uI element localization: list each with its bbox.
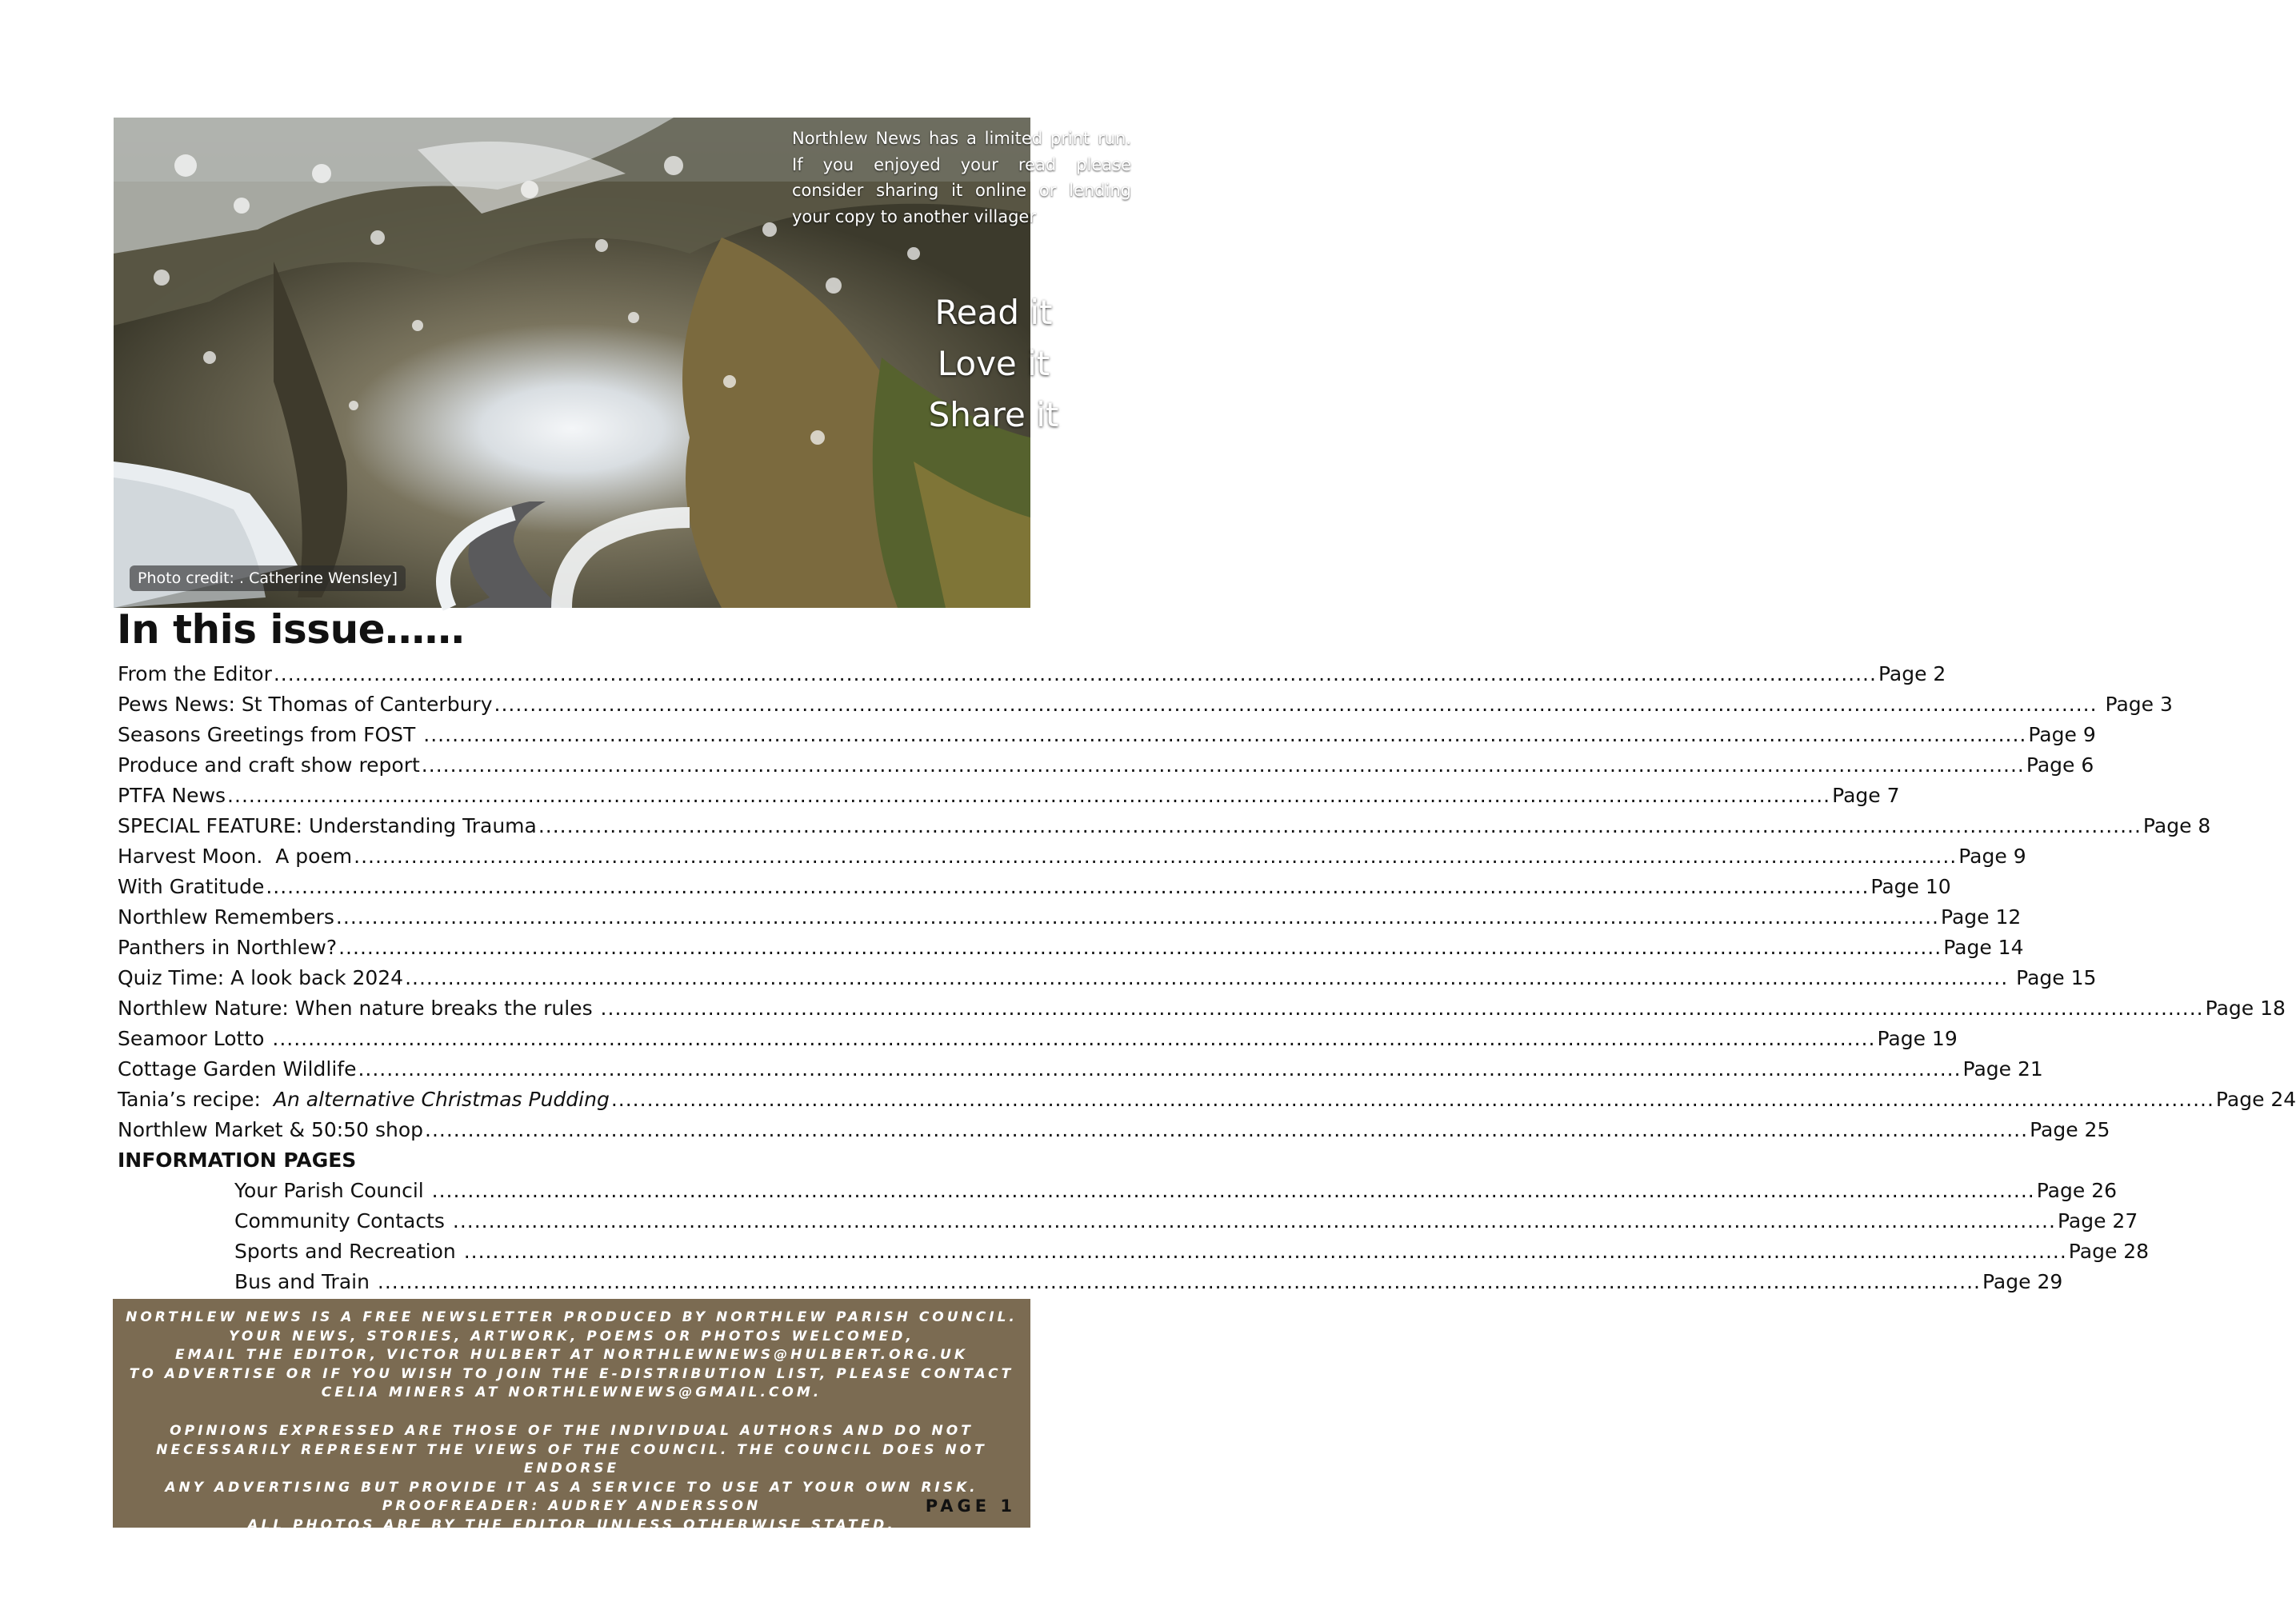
- toc-title: Produce and craft show report: [118, 753, 420, 777]
- footer-notice: [113, 1299, 1030, 1533]
- toc-page: Page 25: [2030, 1118, 2110, 1141]
- info-page: Page 27: [2057, 1209, 2138, 1232]
- toc-title: Quiz Time: A look back 2024: [118, 966, 404, 989]
- toc-title: Tania’s recipe:: [118, 1088, 274, 1111]
- toc-page: Page 10: [1870, 875, 1951, 898]
- footer-line: CELIA MINERS AT NORTHLEWNEWS@GMAIL.COM.: [321, 1384, 822, 1400]
- toc-title: Panthers in Northlew?: [118, 936, 338, 959]
- toc-leader: [453, 1209, 2056, 1232]
- toc-title: SPECIAL FEATURE: Understanding Trauma: [118, 814, 537, 837]
- toc-leader: [432, 1179, 2035, 1202]
- photo-credit: Photo credit: . Catherine Wensley]: [130, 565, 406, 591]
- toc-item[interactable]: [118, 845, 2026, 875]
- toc-title-italic: An alternative Christmas Pudding: [273, 1088, 610, 1111]
- footer-line: TO ADVERTISE OR IF YOU WISH TO JOIN THE E-DISTRIBUTION LIST, PLEASE CONTACT: [129, 1365, 1014, 1382]
- info-page: Page 28: [2068, 1240, 2150, 1263]
- toc-page: Page 9: [1958, 845, 2026, 868]
- toc-leader: [422, 753, 2025, 777]
- toc-page: Page 3: [2098, 693, 2173, 716]
- toc-item[interactable]: [118, 1088, 2296, 1118]
- toc-item[interactable]: [118, 753, 2094, 784]
- toc-title: Northlew Nature: When nature breaks the rules: [118, 997, 599, 1020]
- toc-title: With Gratitude: [118, 875, 265, 898]
- toc-title: PTFA News: [118, 784, 226, 807]
- toc-item[interactable]: [118, 997, 2286, 1027]
- toc-leader: [464, 1240, 2067, 1263]
- info-title: Your Parish Council: [234, 1179, 430, 1202]
- table-of-contents: [118, 662, 2296, 1300]
- toc-item[interactable]: [118, 905, 2022, 936]
- footer-line: ANY ADVERTISING BUT PROVIDE IT AS A SERVICE TO USE AT YOUR OWN RISK.: [165, 1479, 978, 1496]
- issue-title: In this issue……: [117, 606, 465, 653]
- info-page: Page 29: [1982, 1270, 2063, 1293]
- toc-leader: [425, 1118, 2028, 1141]
- page-number: PAGE 1: [925, 1496, 1016, 1516]
- info-item[interactable]: [118, 1209, 2138, 1240]
- toc-item[interactable]: [118, 1027, 1958, 1057]
- toc-leader: [423, 723, 2026, 746]
- toc-page: Page 15: [2010, 966, 2097, 989]
- toc-leader: [378, 1270, 1981, 1293]
- toc-item[interactable]: [118, 936, 2024, 966]
- toc-item[interactable]: [118, 1057, 2043, 1088]
- toc-leader: [336, 905, 1939, 929]
- print-run-note: Northlew News has a limited print run. If you enjoyed your read please consider sharing it online or lending your copy to another villager: [792, 129, 1131, 226]
- toc-page: Page 7: [1832, 784, 1900, 807]
- info-title: Sports and Recreation: [234, 1240, 462, 1263]
- toc-title: Seamoor Lotto: [118, 1027, 271, 1050]
- toc-page: Page 6: [2026, 753, 2094, 777]
- footer-line: EMAIL THE EDITOR, VICTOR HULBERT AT NORTHLEWNEWS@HULBERT.ORG.UK: [174, 1347, 969, 1363]
- toc-title: Seasons Greetings from FOST: [118, 723, 422, 746]
- toc-item[interactable]: [118, 662, 1946, 693]
- info-item[interactable]: [118, 1270, 2063, 1300]
- toc-page: Page 8: [2142, 814, 2211, 837]
- toc-leader: [405, 966, 2008, 989]
- info-page: Page 26: [2036, 1179, 2118, 1202]
- toc-title: Pews News: St Thomas of Canterbury: [118, 693, 493, 716]
- toc-leader: [272, 1027, 1875, 1050]
- toc-title: Cottage Garden Wildlife: [118, 1057, 357, 1081]
- tagline-love-it: Love it: [937, 344, 1050, 383]
- toc-item[interactable]: [118, 814, 2211, 845]
- info-title: Community Contacts: [234, 1209, 451, 1232]
- toc-leader: [227, 784, 1830, 807]
- tagline-share-it: Share it: [928, 395, 1059, 434]
- footer-line: NECESSARILY REPRESENT THE VIEWS OF THE COUNCIL. THE COUNCIL DOES NOT ENDORSE: [156, 1441, 987, 1476]
- toc-page: Page 24: [2215, 1088, 2296, 1111]
- info-item[interactable]: [118, 1240, 2150, 1270]
- toc-item[interactable]: [118, 693, 2173, 723]
- toc-leader: [538, 814, 2142, 837]
- toc-page: Page 9: [2028, 723, 2096, 746]
- info-title: Bus and Train: [234, 1270, 376, 1293]
- info-pages-heading: INFORMATION PAGES: [118, 1149, 357, 1172]
- toc-leader: [358, 1057, 1961, 1081]
- footer-block-contact: [113, 1308, 1030, 1403]
- footer-line: NORTHLEW NEWS IS A FREE NEWSLETTER PRODUCED BY NORTHLEW PARISH COUNCIL.: [126, 1309, 1018, 1325]
- toc-leader: [494, 693, 2098, 716]
- toc-title: Northlew Remembers: [118, 905, 334, 929]
- toc-page: Page 18: [2205, 997, 2286, 1020]
- footer-line: PROOFREADER: AUDREY ANDERSSON: [382, 1498, 762, 1514]
- footer-line: ALL PHOTOS ARE BY THE EDITOR UNLESS OTHERWISE STATED.: [247, 1516, 896, 1533]
- toc-item[interactable]: [118, 784, 1900, 814]
- toc-item[interactable]: [118, 1118, 2110, 1149]
- toc-page: Page 14: [1943, 936, 2024, 959]
- toc-page: Page 21: [1962, 1057, 2043, 1081]
- toc-page: Page 2: [1878, 662, 1946, 685]
- info-item[interactable]: [118, 1179, 2118, 1209]
- footer-line: OPINIONS EXPRESSED ARE THOSE OF THE INDIVIDUAL AUTHORS AND DO NOT: [170, 1423, 974, 1439]
- toc-title: From the Editor: [118, 662, 272, 685]
- toc-item[interactable]: [118, 966, 2097, 997]
- toc-leader: [601, 997, 2204, 1020]
- toc-item[interactable]: [118, 723, 2096, 753]
- toc-title: Northlew Market & 50:50 shop: [118, 1118, 423, 1141]
- footer-line: YOUR NEWS, STORIES, ARTWORK, POEMS OR PHOTOS WELCOMED,: [229, 1328, 914, 1344]
- toc-page: Page 19: [1877, 1027, 1958, 1050]
- cover-photo: [114, 118, 1131, 608]
- toc-item[interactable]: [118, 875, 1951, 905]
- footer-block-disclaimer: [113, 1422, 1030, 1535]
- toc-leader: [274, 662, 1877, 685]
- toc-page: Page 12: [1941, 905, 2022, 929]
- toc-leader: [338, 936, 1942, 959]
- tagline-read-it: Read it: [934, 293, 1053, 332]
- toc-title: Harvest Moon. A poem: [118, 845, 353, 868]
- toc-leader: [611, 1088, 2214, 1111]
- toc-leader: [266, 875, 1869, 898]
- toc-leader: [354, 845, 1957, 868]
